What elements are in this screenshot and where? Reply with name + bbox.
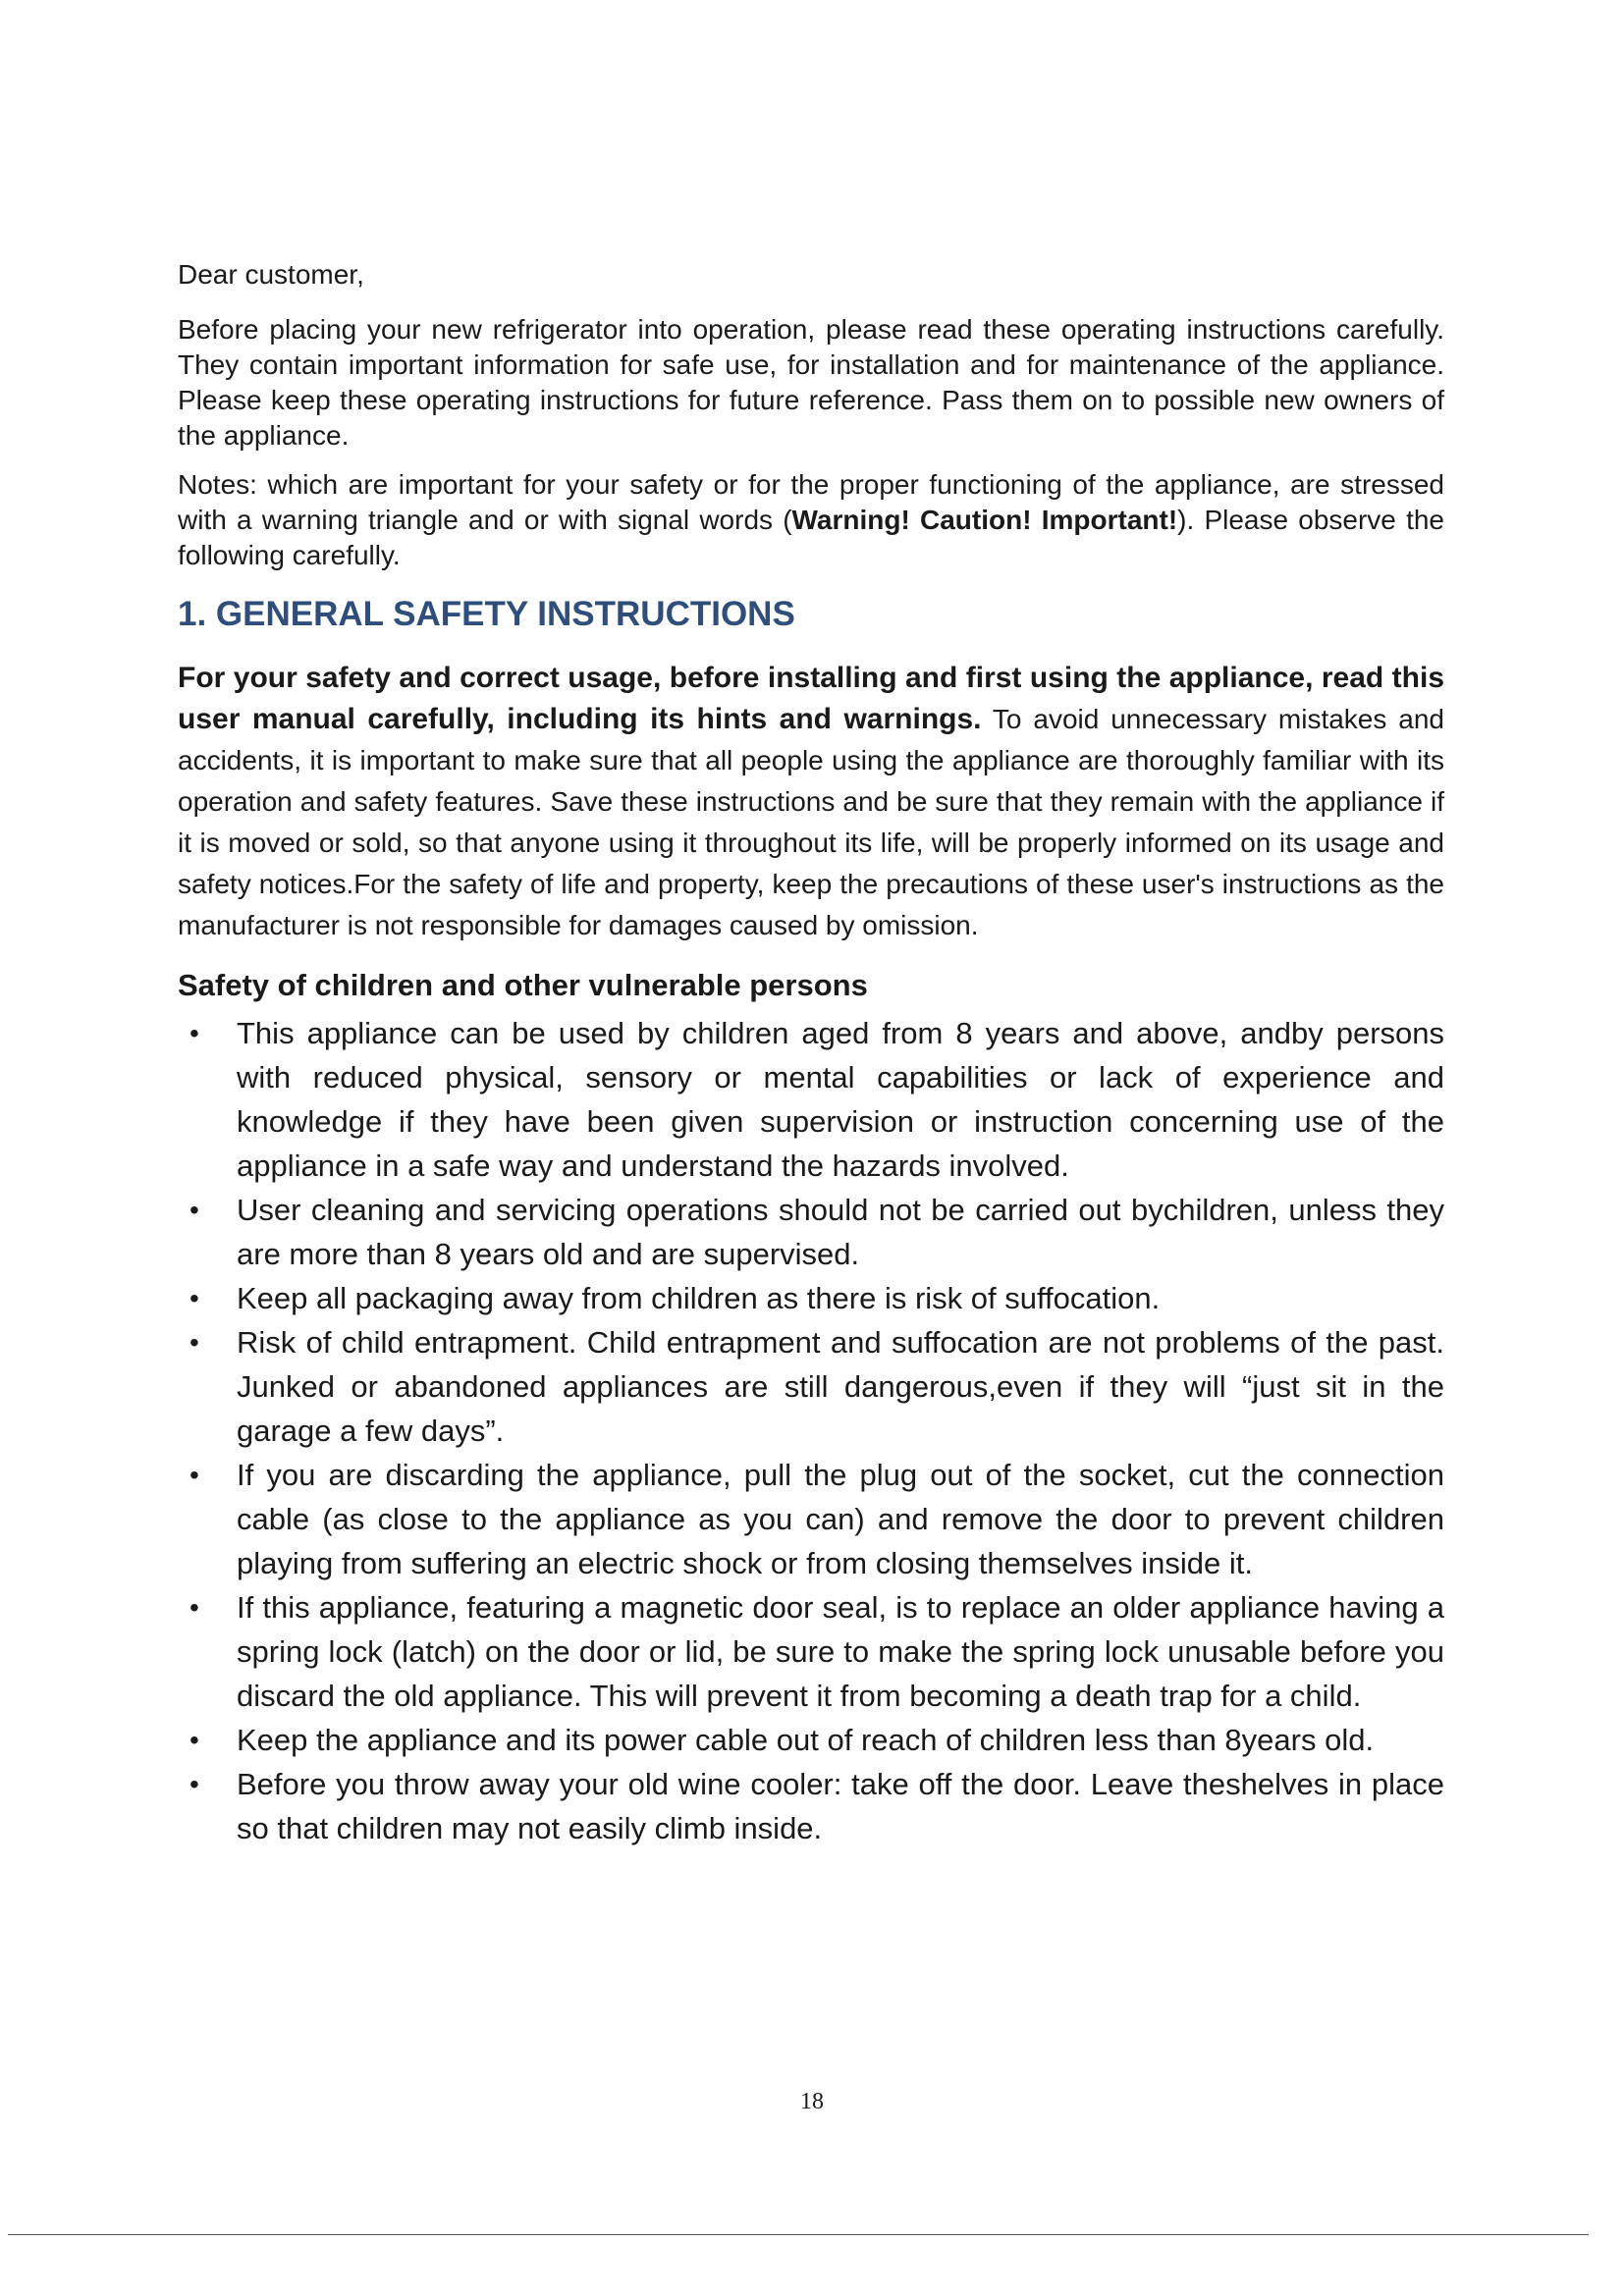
children-safety-list xyxy=(178,1011,1444,1850)
list-item xyxy=(178,1320,1444,1453)
page-number: 18 xyxy=(800,2089,824,2114)
list-item-text: Keep all packaging away from children as there is risk of suffocation. xyxy=(237,1281,1161,1315)
notes-paragraph xyxy=(178,467,1444,573)
list-item xyxy=(178,1718,1444,1762)
notes-text-end: ). Please observe the following carefully. xyxy=(178,505,1444,570)
bullet-icon: • xyxy=(189,1725,199,1755)
list-item-text: User cleaning and servicing operations should not be carried out bychildren, unless they are more than 8 years old and are supervised. xyxy=(237,1193,1444,1271)
list-item-text: Before you throw away your old wine cooler: take off the door. Leave theshelves in place so that children may not easily climb inside. xyxy=(237,1767,1444,1845)
bullet-icon: • xyxy=(189,1327,199,1358)
notes-text-start: Notes: which are important for your safety or for the proper functioning of the appliance, are stressed with a warning triangle and or with signal words ( xyxy=(178,469,1444,535)
children-safety-title: Safety of children and other vulnerable persons xyxy=(178,968,868,1002)
list-item xyxy=(178,1585,1444,1718)
signal-words: Warning! Caution! Important! xyxy=(791,505,1178,535)
bullet-icon: • xyxy=(189,1018,199,1048)
bullet-icon: • xyxy=(189,1592,199,1623)
list-item-text: This appliance can be used by children aged from 8 years and above, andby persons with reduced physical, sensory or mental capabilities or lack of experience and knowledge if they have been given supervision or instruction concerning use of the appliance in a safe way and understand the hazards involved. xyxy=(237,1016,1444,1183)
list-item-text: Keep the appliance and its power cable out of reach of children less than 8years old. xyxy=(237,1723,1375,1757)
list-item-text: If this appliance, featuring a magnetic door seal, is to replace an older appliance having a spring lock (latch) on the door or lid, be sure to make the spring lock unusable before you discard the old appliance. This will prevent it from becoming a death trap for a child. xyxy=(237,1590,1444,1713)
list-item xyxy=(178,1762,1444,1850)
greeting: Dear customer, xyxy=(178,259,364,290)
list-item xyxy=(178,1188,1444,1276)
safety-intro-text: To avoid unnecessary mistakes and accidents, it is important to make sure that all people using the appliance are thoroughly familiar with its operation and safety features. Save these instructions and be sure that they remain with the appliance if it is moved or sold, so that anyone using it throughout its life, will be properly informed on its usage and safety notices.For the safety of life and property, keep the precautions of these user's instructions as the manufacturer is not responsible for damages caused by omission. xyxy=(178,704,1444,940)
list-item xyxy=(178,1453,1444,1585)
bullet-icon: • xyxy=(189,1283,199,1313)
bullet-icon: • xyxy=(189,1769,199,1799)
list-item xyxy=(178,1276,1444,1320)
list-item-text: If you are discarding the appliance, pull the plug out of the socket, cut the connection cable (as close to the appliance as you can) and remove the door to prevent children playing from suffering an electric shock or from closing themselves inside it. xyxy=(237,1458,1444,1580)
bullet-icon: • xyxy=(189,1460,199,1490)
intro-paragraph: Before placing your new refrigerator into operation, please read these operating instructions carefully. They contain important information for safe use, for installation and for maintenance of the appliance. Please keep these operating instructions for future reference. Pass them on to possible new owners of the appliance. xyxy=(178,314,1444,451)
document-body xyxy=(178,257,1444,1850)
bullet-icon: • xyxy=(189,1195,199,1225)
safety-intro xyxy=(178,658,1444,946)
section-heading: 1. GENERAL SAFETY INSTRUCTIONS xyxy=(178,595,795,633)
footer-divider xyxy=(8,2234,1589,2235)
safety-intro-bold: For your safety and correct usage, before installing and first using the appliance, read this user manual carefully, including its hints and warnings. xyxy=(178,662,1444,735)
list-item-text: Risk of child entrapment. Child entrapment and suffocation are not problems of the past. Junked or abandoned appliances are still dangerous,even if they will “just sit in the garage a few days”. xyxy=(237,1325,1444,1448)
list-item xyxy=(178,1011,1444,1188)
